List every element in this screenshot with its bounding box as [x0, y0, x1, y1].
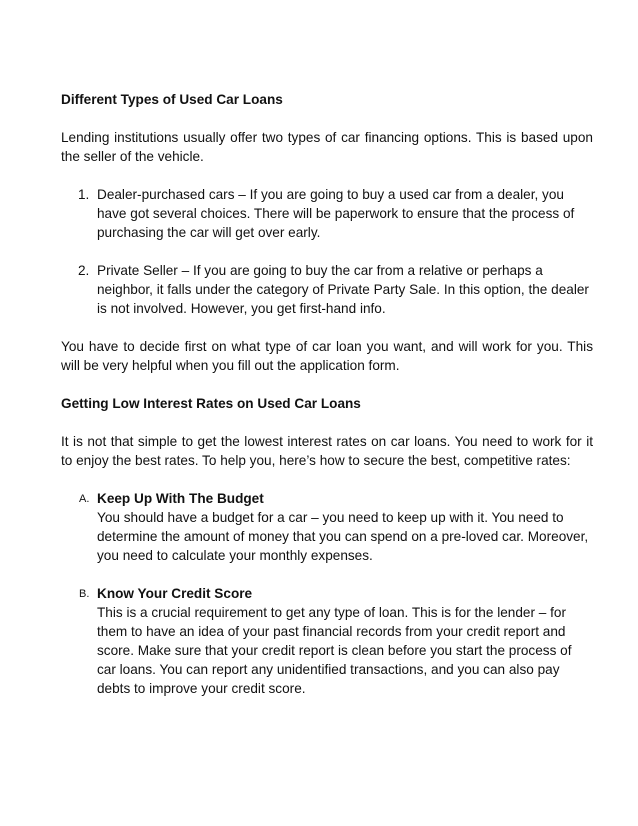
list-item-title: Keep Up With The Budget	[97, 491, 264, 506]
list-letter: A.	[79, 493, 90, 505]
list-item	[61, 584, 593, 698]
list-item-text: Dealer-purchased cars – If you are going to buy a used car from a dealer, you have got several choices. There will be paperwork to ensure that the process of purchasing the car will get over early.	[97, 187, 575, 240]
list-item-text: Private Seller – If you are going to buy the car from a relative or perhaps a neighbor, it falls under the category of Private Party Sale. In this option, the dealer is not involved. However, you get first-hand info.	[97, 263, 589, 316]
list-item-text: You should have a budget for a car – you need to keep up with it. You need to determine the amount of money that you can spend on a pre-loved car. Moreover, you need to calculate your monthly expenses.	[97, 510, 589, 563]
section-intro-paragraph: Lending institutions usually offer two types of car financing options. This is based upon the seller of the vehicle.	[61, 130, 593, 164]
list-item	[61, 261, 593, 318]
list-item-text: This is a crucial requirement to get any type of loan. This is for the lender – for them to have an idea of your past financial records from your credit report and score. Make sure that your credit report is clean before you start the process of car loans. You can report any unidentified transactions, and you can also pay debts to improve your credit score.	[97, 605, 572, 696]
list-item-title: Know Your Credit Score	[97, 586, 253, 601]
section-heading-used-car-loans: Different Types of Used Car Loans	[61, 92, 283, 107]
list-number: 1.	[78, 187, 90, 202]
section-heading-low-interest-rates: Getting Low Interest Rates on Used Car Loans	[61, 396, 361, 411]
document-content	[61, 90, 593, 717]
rate-tips-list	[61, 489, 593, 698]
list-item	[61, 185, 593, 242]
section-closing-paragraph: You have to decide first on what type of car loan you want, and will work for you. This will be very helpful when you fill out the application form.	[61, 339, 593, 373]
list-letter: B.	[79, 588, 90, 600]
loan-types-list	[61, 185, 593, 318]
section-intro-paragraph: It is not that simple to get the lowest interest rates on car loans. You need to work for it to enjoy the best rates. To help you, here’s how to secure the best, competitive rates:	[61, 434, 593, 468]
list-number: 2.	[78, 263, 90, 278]
list-item	[61, 489, 593, 565]
